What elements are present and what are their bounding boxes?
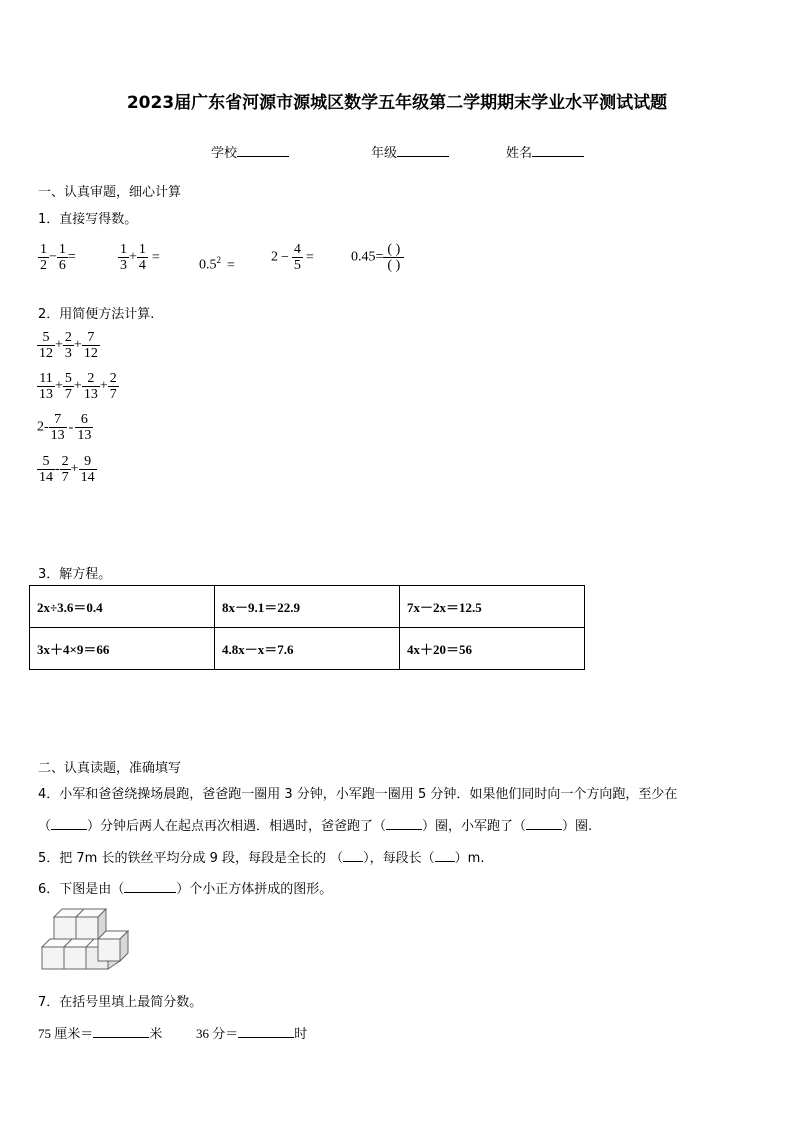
- fraction: $\frac{1}{2}$: [40, 242, 47, 273]
- equation-cell: 7x－2x＝12.5: [400, 586, 585, 628]
- page-title: 2023届广东省河源市源城区数学五年级第二学期期末学业水平测试试题: [126, 93, 668, 113]
- school-field: [211, 142, 289, 161]
- q1-item-3: $0.5^2$ =: [199, 255, 235, 273]
- q1-label: 1．直接写得数。: [38, 212, 138, 227]
- q3-label: 3．解方程。: [38, 567, 112, 582]
- fraction: $\frac{1}{3}$: [120, 242, 127, 273]
- q2-row-4: $\frac{5}{14}$ - $\frac{2}{7}$ + $\frac{9}{14}$: [39, 454, 95, 485]
- answer-blank[interactable]: [343, 851, 363, 862]
- q1-item-1: $\frac{1}{2}$ − $\frac{1}{6}$ =: [40, 242, 76, 273]
- table-row: [30, 586, 585, 628]
- q6: 6．下图是由（ ）个小正方体拼成的图形。: [38, 882, 333, 897]
- q1-item-2: $\frac{1}{3}$ + $\frac{1}{4}$ =: [120, 242, 160, 273]
- answer-blank[interactable]: [386, 819, 422, 830]
- q2-row-3: 2- $\frac{7}{13}$ - $\frac{6}{13}$: [37, 412, 92, 443]
- fraction: $\frac{1}{4}$: [138, 242, 146, 273]
- answer-blank[interactable]: [124, 882, 176, 893]
- fraction: $\frac{4}{5}$: [293, 242, 301, 273]
- equation-cell: 3x＋4×9＝66: [30, 628, 215, 670]
- cube-figure: [40, 905, 132, 973]
- answer-blank[interactable]: [238, 1026, 294, 1038]
- equation-cell: 2x÷3.6＝0.4: [30, 586, 215, 628]
- answer-blank[interactable]: [526, 819, 562, 830]
- q4-line2: （ ）分钟后两人在起点再次相遇．相遇时，爸爸跑了（ ）圈，小军跑了（ ）圈.: [38, 819, 593, 834]
- answer-blank[interactable]: [93, 1026, 149, 1038]
- section2-heading: 二、认真读题，准确填写: [38, 761, 182, 776]
- q7-item-b: 36 分＝ 时: [196, 1026, 308, 1041]
- q2-label: 2．用简便方法计算.: [38, 307, 155, 322]
- section1-heading: 一、认真审题，细心计算: [38, 185, 182, 200]
- school-label: 学校: [211, 146, 238, 161]
- table-row: [30, 628, 585, 670]
- grade-field: [371, 142, 449, 161]
- q4-line1: 4．小军和爸爸绕操场晨跑，爸爸跑一圈用 3 分钟，小军跑一圈用 5 分钟．如果他们同时向一个方向跑，至少在: [38, 787, 678, 802]
- grade-label: 年级: [371, 146, 398, 161]
- q7-label: 7．在括号里填上最简分数。: [38, 995, 203, 1010]
- q1-item-4: 2 − $\frac{4}{5}$ =: [271, 242, 314, 273]
- q2-row-1: $\frac{5}{12}$ + $\frac{2}{3}$ + $\frac{7}{12}$: [39, 330, 98, 361]
- q1-item-5: 0.45= $\frac{( )}{( )}$: [351, 242, 404, 273]
- answer-blank[interactable]: [51, 819, 87, 830]
- answer-blank[interactable]: [435, 851, 455, 862]
- equation-cell: 4x＋20＝56: [400, 628, 585, 670]
- name-label: 姓名: [506, 146, 533, 161]
- school-blank[interactable]: [237, 144, 289, 157]
- name-blank[interactable]: [532, 144, 584, 157]
- equation-cell: 4.8x－x＝7.6: [215, 628, 400, 670]
- q2-row-2: $\frac{11}{13}$ + $\frac{5}{7}$ + $\frac{2}{13}$ + $\frac{2}{7}$: [39, 371, 117, 402]
- answer-fraction[interactable]: $\frac{( )}{( )}$: [383, 242, 404, 273]
- equation-cell: 8x－9.1＝22.9: [215, 586, 400, 628]
- q7-item-a: 75 厘米＝ 米: [38, 1026, 163, 1041]
- equation-table: [29, 585, 585, 670]
- name-field: [506, 142, 584, 161]
- fraction: $\frac{1}{6}$: [58, 242, 66, 273]
- grade-blank[interactable]: [397, 144, 449, 157]
- q5: 5．把 7m 长的铁丝平均分成 9 段，每段是全长的 （ ），每段长（ ）m.: [38, 851, 485, 866]
